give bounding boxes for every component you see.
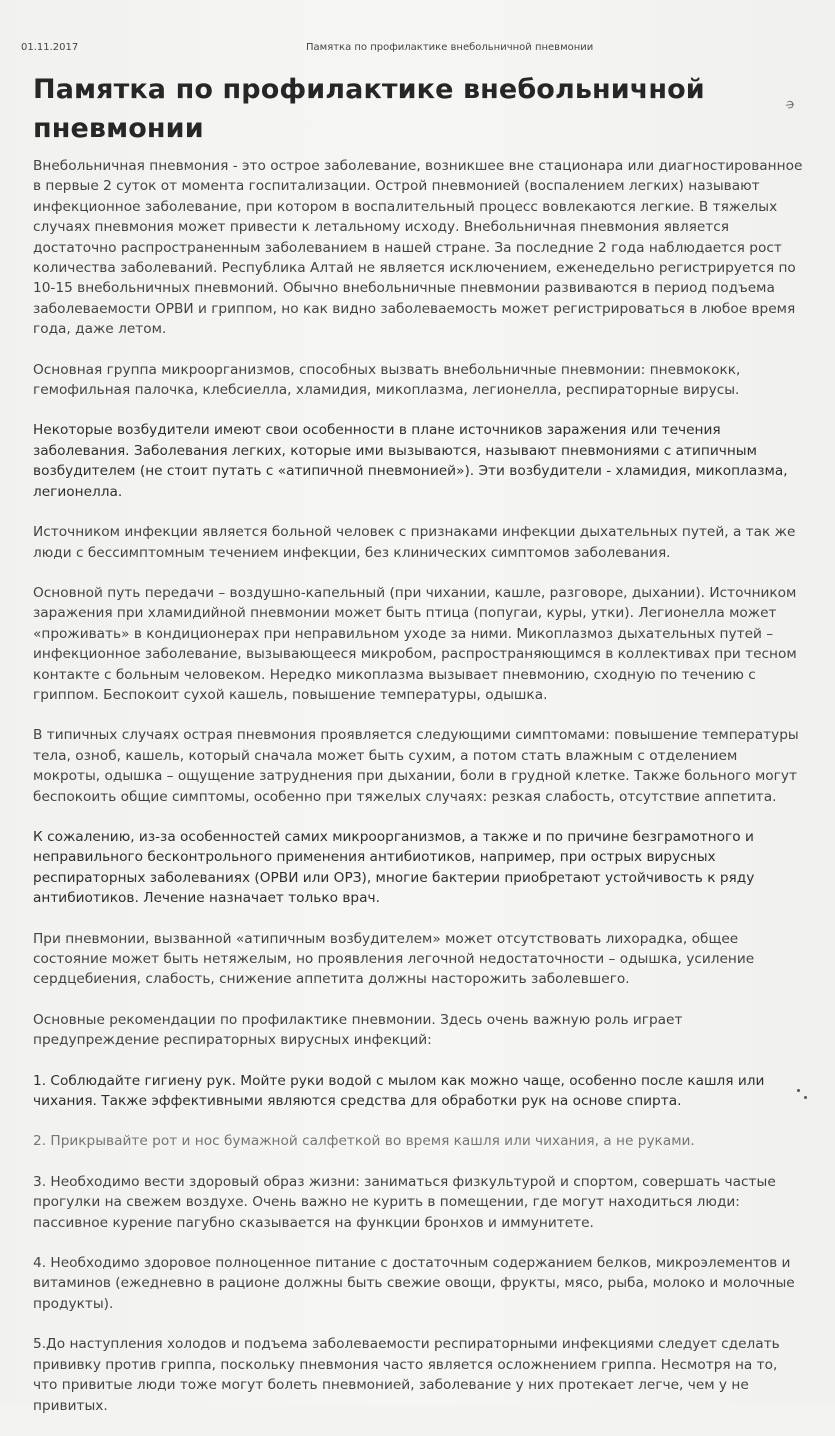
recommendation-2: 2. Прикрывайте рот и нос бумажной салфеткой во время кашля или чихания, а не руками. bbox=[33, 1133, 695, 1150]
recommendation-1: 1. Соблюдайте гигиену рук. Мойте руки водой с мылом как можно чаще, особенно после кашля или чихания. Также эффективными являются средства для обработки рук на основе спирта. bbox=[33, 1072, 765, 1110]
paragraph-antibiotics: К сожалению, из-за особенностей самих микроорганизмов, а также и по причине безграмотного и неправильного бесконтрольного применения антибиотиков, например, при острых вирусных респираторных заболеваниях (ОРВИ или ОРЗ), многие бактерии приобретают устойчивость к ряду антибиотиков. Лечение назначает только врач. bbox=[33, 828, 755, 907]
recommendation-3: 3. Необходимо вести здоровый образ жизни: заниматься физкультурой и спортом, совершать частые прогулки на свежем воздухе. Очень важно не курить в помещении, где могут находиться люди: пассивное курение пагубно сказывается на функции бронхов и иммунитете. bbox=[33, 1173, 776, 1231]
paragraph-microorganisms: Основная группа микроорганизмов, способных вызвать внебольничные пневмонии: пневмококк, гемофильная палочка, клебсиелла, хламидия, микоплазма, легионелла, респираторные вирусы. bbox=[33, 361, 741, 399]
paragraph-intro: Внебольничная пневмония - это острое заболевание, возникшее вне стационара или диагностированное в первые 2 суток от момента госпитализации. Острой пневмонией (воспалением легких) называют инфекционное заболевание, при котором в воспалительный процесс вовлекаются легкие. В тяжелых случаях пневмония может привести к летальному исходу. Внебольничная пневмония является достаточно распространенным заболеванием в нашей стране. За последние 2 года наблюдается рост количества заболеваний. Республика Алтай не является исключением, еженедельно регистрируется по 10-15 внебольничных пневмоний. Обычно внебольничные пневмонии развиваются в период подъема заболеваемости ОРВИ и гриппом, но как видно заболеваемость может регистрироваться в любое время года, даже летом. bbox=[33, 158, 803, 338]
document-body bbox=[33, 156, 803, 1436]
recommendation-4: 4. Необходимо здоровое полноценное питание с достаточным содержанием белков, микроэлементов и витаминов (ежедневно в рационе должны быть свежие овощи, фрукты, мясо, рыба, молоко и молочные продукты). bbox=[33, 1255, 795, 1312]
paragraph-atypical-symptoms: При пневмонии, вызванной «атипичным возбудителем» может отсутствовать лихорадка, общее состояние может быть нетяжелым, но проявления легочной недостаточности – одышка, усиление сердцебиения, слабость, снижение аппетита должны насторожить заболевшего. bbox=[33, 930, 755, 988]
paragraph-atypical-pathogens: Некоторые возбудители имеют свои особенности в плане источников заражения или течения заболевания. Заболевания легких, которые ими вызываются, называют пневмониями с атипичным возбудителем (не стоит путать с «атипичной пневмонией»). Эти возбудители - хламидия, микоплазма, легионелла. bbox=[33, 422, 788, 500]
paragraph-recommendations-intro: Основные рекомендации по профилактике пневмонии. Здесь очень важную роль играет предупреждение респираторных вирусных инфекций: bbox=[33, 1011, 683, 1049]
print-header bbox=[21, 42, 814, 56]
recommendation-5: 5.До наступления холодов и подъема заболеваемости респираторными инфекциями следует сделать прививку против гриппа, поскольку пневмония часто является осложнением гриппа. Несмотря на то, что привитые люди тоже могут болеть пневмонией, заболевание у них протекает легче, чем у не привитых. bbox=[33, 1336, 780, 1414]
scan-dot bbox=[797, 1089, 800, 1092]
document-title: Памятка по профилактике внебольничной пневмонии bbox=[33, 74, 705, 144]
handwritten-mark-icon: ↄ̶ bbox=[785, 96, 796, 113]
scan-dot bbox=[804, 1096, 807, 1099]
paragraph-transmission: Основной путь передачи – воздушно-капельный (при чихании, кашле, разговоре, дыхании). Источником заражения при хламидийной пневмонии может быть птица (попугаи, куры, утки). Легионелла может «проживать» в кондиционерах при неправильном уходе за ними. Микоплазмоз дыхательных путей – инфекционное заболевание, вызывающееся микробом, распространяющимся в коллективах при тесном контакте с больным человеком. Нередко микоплазма вызывает пневмонию, сходную по течению с гриппом. Беспокоит сухой кашель, повышение температуры, одышка. bbox=[33, 584, 797, 703]
paragraph-symptoms: В типичных случаях острая пневмония проявляется следующими симптомами: повышение температуры тела, озноб, кашель, который сначала может быть сухим, а потом стать влажным с отделением мокроты, одышка – ощущение затруднения при дыхании, боли в грудной клетке. Также больного могут беспокоить общие симптомы, особенно при тяжелых случаях: резкая слабость, отсутствие аппетита. bbox=[33, 727, 799, 805]
print-date: 01.11.2017 bbox=[21, 42, 79, 53]
print-header-title: Памятка по профилактике внебольничной пневмонии bbox=[306, 42, 594, 53]
paragraph-infection-source: Источником инфекции является больной человек с признаками инфекции дыхательных путей, а так же люди с бессимптомным течением инфекции, без клинических симптомов заболевания. bbox=[33, 524, 796, 561]
